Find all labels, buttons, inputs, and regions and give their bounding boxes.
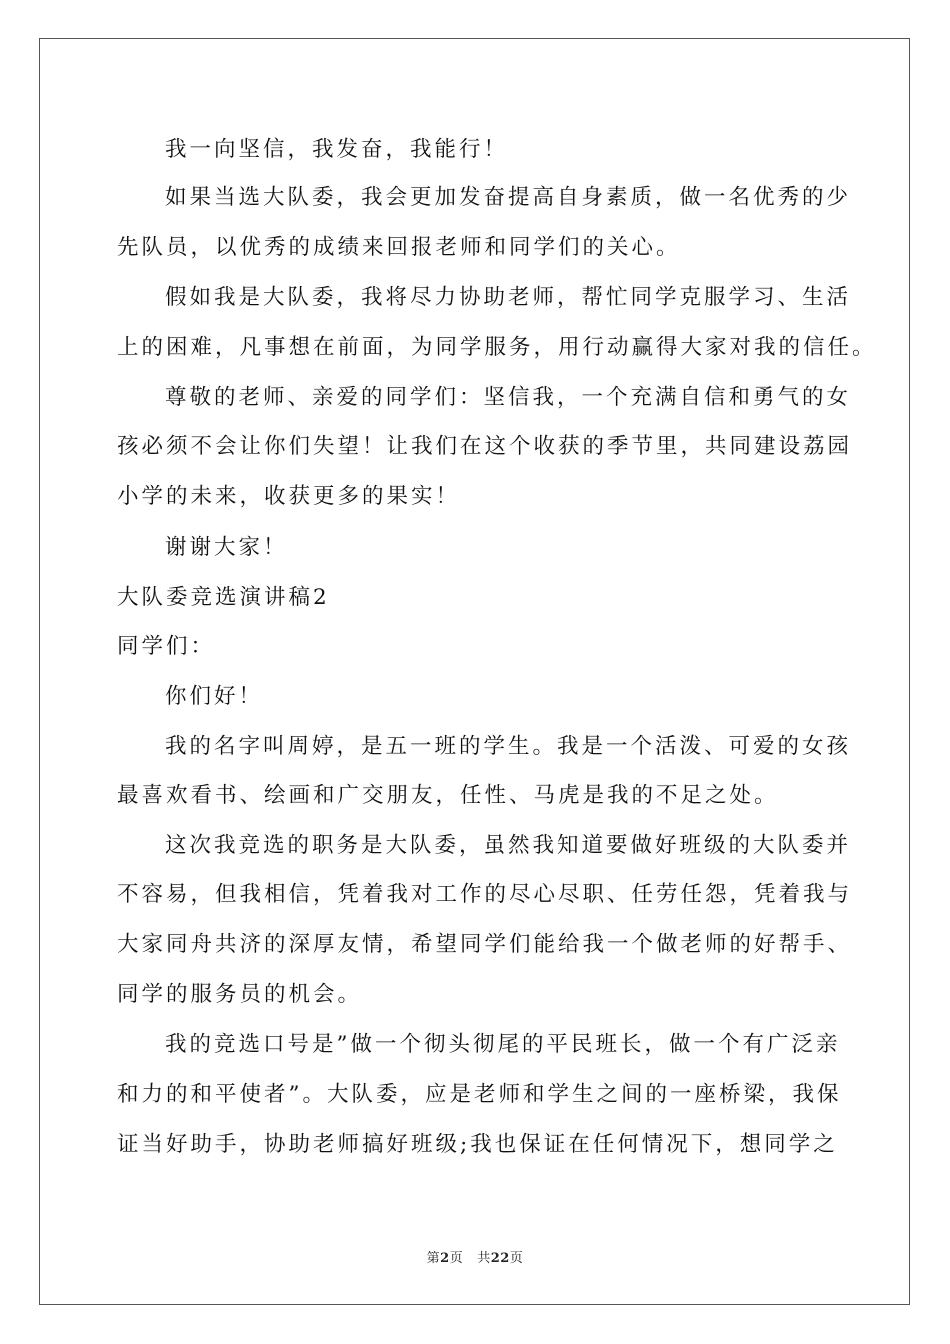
section-title: 大队委竞选演讲稿2 [117,585,330,610]
paragraph-line: 上的困难，凡事想在前面，为同学服务，用行动赢得大家对我的信任。 [117,335,877,360]
paragraph-line: 大家同舟共济的深厚友情，希望同学们能给我一个做老师的好帮手、 [117,932,853,957]
footer-page-prefix: 第 [426,1251,441,1266]
paragraph-line: 小学的未来，收获更多的果实！ [117,484,461,509]
paragraph-line: 我一向坚信，我发奋，我能行！ [165,137,509,162]
paragraph-line: 不容易，但我相信，凭着我对工作的尽心尽职、任劳任怨，凭着我与 [117,882,853,907]
paragraph-line: 证当好助手，协助老师搞好班级;我也保证在任何情况下，想同学之 [117,1132,838,1157]
paragraph-line: 如果当选大队委，我会更加发奋提高自身素质，做一名优秀的少 [165,185,852,210]
paragraph-line: 我的名字叫周婷，是五一班的学生。我是一个活泼、可爱的女孩 [165,734,852,759]
paragraph-line: 和力的和平使者”。大队委，应是老师和学生之间的一座桥梁，我保 [117,1082,842,1107]
footer-total-suffix: 页 [509,1251,524,1266]
footer-page-number: 2 [440,1251,450,1266]
paragraph-line: 谢谢大家！ [165,535,288,560]
paragraph-line: 同学的服务员的机会。 [117,982,363,1007]
footer-total-pages: 22 [490,1251,510,1266]
paragraph-line: 假如我是大队委，我将尽力协助老师，帮忙同学克服学习、生活 [165,285,852,310]
paragraph-line: 我的竞选口号是”做一个彻头彻尾的平民班长，做一个有广泛亲 [165,1032,841,1057]
paragraph-line: 孩必须不会让你们失望！让我们在这个收获的季节里，共同建设荔园 [117,434,853,459]
paragraph-line: 你们好！ [165,684,264,709]
paragraph-line: 先队员，以优秀的成绩来回报老师和同学们的关心。 [117,235,681,260]
salutation: 同学们： [117,634,216,659]
paragraph-line: 尊敬的老师、亲爱的同学们：坚信我，一个充满自信和勇气的女 [165,385,852,410]
paragraph-line: 这次我竞选的职务是大队委，虽然我知道要做好班级的大队委并 [165,833,852,858]
footer-page-suffix: 页 [449,1251,464,1266]
page-footer [0,1247,950,1266]
footer-total-prefix: 共 [477,1251,491,1266]
paragraph-line: 最喜欢看书、绘画和广交朋友，任性、马虎是我的不足之处。 [117,783,779,808]
